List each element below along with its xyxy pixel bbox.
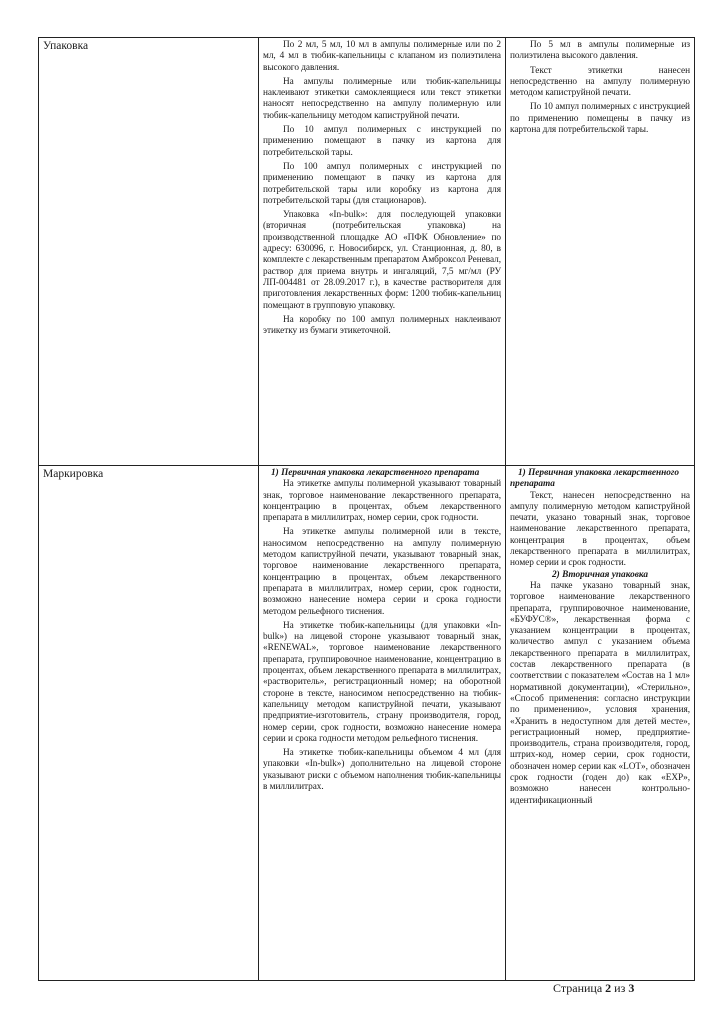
packaging-paragraph: По 2 мл, 5 мл, 10 мл в ампулы полимерные или по 2 мл, 4 мл в тюбик-капельницы с клапаном из полиэтилена высокого давления. [263, 40, 501, 73]
packaging-label: Упаковка [43, 40, 89, 52]
packaging-paragraph: На ампулы полимерные или тюбик-капельницы наклеивают этикетки самоклеящиеся или текст этикетки наносят непосредственно на ампулу полимерную или тюбик-капельницу методом капиструйной печати. [263, 76, 501, 121]
packaging-paragraph: По 100 ампул полимерных с инструкцией по применению помещают в пачку из картона для потребительской тары или коробку из картона для потребительской тары (для стационаров). [263, 161, 501, 206]
packaging-paragraph: Упаковка «In-bulk»: для последующей упаковки (вторичная (потребительская упаковка) на производственной площадке АО «ПФК Обновление» по адресу: 630096, г. Новосибирск, ул. Станционная, д. 80, в комплекте с лекарственным препаратом Амброксол Реневал, раствор для приема внутрь и ингаляций, 7,5 мг/мл (РУ ЛП-004481 от 28.09.2017 г.), в качестве растворителя для приготовления лекарственных форм: 1200 тюбик-капельниц помещают в групповую упаковку. [263, 210, 501, 311]
page-prefix: Страница [553, 981, 606, 995]
marking-paragraph: На этикетке ампулы полимерной или в тексте, наносимом непосредственно на ампулу полимерную методом капиструйной печати, указывают товарный знак, торговое наименование лекарственного препарата, концентрацию в процентах, объем лекарственного препарата в миллилитрах, номер серии, срок годности, возможно нанесение номера серии и срока годности методом рельефного тиснения. [263, 527, 501, 617]
current-page: 2 [605, 981, 612, 995]
primary-packaging-heading: 1) Первичная упаковка лекарственного препарата [510, 468, 680, 490]
packaging-label-cell [39, 38, 259, 466]
marking-paragraph: На этикетке тюбик-капельницы объемом 4 мл (для упаковки «In-bulk») дополнительно на лицевой стороне указывают риски с объемом наполнения тюбик-капельницы в миллилитрах. [263, 748, 501, 793]
marking-paragraph: На этикетке ампулы полимерной указывают товарный знак, торговое наименование лекарственного препарата, концентрацию в процентах, объем лекарственного препарата в миллилитрах, номер серии, срок годности. [263, 479, 501, 524]
marking-label-cell [39, 466, 259, 981]
packaging-paragraph: На коробку по 100 ампул полимерных наклеивают этикетку из бумаги этикеточной. [263, 314, 501, 337]
marking-current-cell [506, 466, 695, 981]
registration-table [38, 37, 695, 981]
packaging-proposed-cell [259, 38, 506, 466]
packaging-current-paragraph: Текст этикетки нанесен непосредственно на ампулу полимерную методом капиструйной печати. [510, 65, 690, 99]
marking-row [39, 466, 695, 981]
packaging-paragraph: По 10 ампул полимерных с инструкцией по применению помещают в пачку из картона для потребительской тары. [263, 125, 501, 158]
marking-paragraph: На этикетке тюбик-капельницы (для упаковки «In-bulk») на лицевой стороне указывают товарный знак, «RENEWAL», торговое наименование лекарственного препарата, группировочное наименование, концентрацию в процентах, объем лекарственного препарата в миллилитрах, «растворитель», регистрационный номер; на оборотной стороне в тексте, наносимом непосредственно на тюбик-капельницу методом капиструйной печати, указывают предприятие-изготовитель, страну производителя, город, номер серии, срок годности, возможно нанесение номера серии и срока годности методом рельефного тиснения. [263, 620, 501, 744]
total-pages: 3 [628, 981, 635, 995]
packaging-row [39, 38, 695, 466]
marking-current-paragraph: Текст, нанесен непосредственно на ампулу полимерную методом капиструйной печати, указано товарный знак, торговое наименование лекарственного препарата, концентрация в процентах, объем лекарственного препарата в миллилитрах, номер серии и срок годности. [510, 490, 690, 569]
marking-label: Маркировка [43, 468, 104, 480]
primary-packaging-heading: 1) Первичная упаковка лекарственного препарата [271, 468, 480, 478]
packaging-current-cell [506, 38, 695, 466]
page-number [553, 981, 634, 996]
marking-proposed-cell [259, 466, 506, 981]
packaging-current-paragraph: По 5 мл в ампулы полимерные из полиэтилена высокого давления. [510, 40, 690, 62]
secondary-packaging-heading: 2) Вторичная упаковка [552, 569, 648, 580]
packaging-current-paragraph: По 10 ампул полимерных с инструкцией по применению помещены в пачку из картона для потребительской тары. [510, 102, 690, 136]
page-middle: из [611, 981, 629, 995]
marking-current-paragraph: На пачке указано товарный знак, торговое наименование лекарственного препарата, группировочное наименование, «БУФУС®», лекарственная форма с указанием концентрации в процентах, количество ампул с указанием объема лекарственного препарата в миллилитрах, состав лекарственного препарата (в соответствии с показателем «Состав на 1 мл» нормативной документации), «Стерильно», «Способ применения: согласно инструкции по применению», условия хранения, «Хранить в недоступном для детей месте», регистрационный номер, предприятие-производитель, страна производителя, город, штрих-код, номер серии, срок годности, обозначен номер серии как «LOT», обозначен срок годности (годен до) как «EXP», возможно нанесен контрольно-идентификационный [510, 580, 690, 806]
